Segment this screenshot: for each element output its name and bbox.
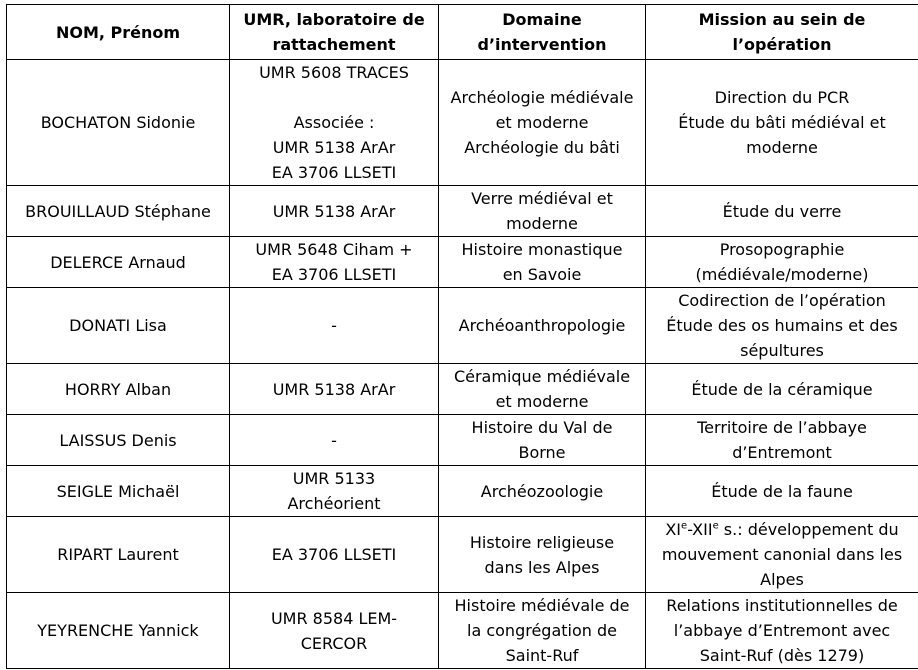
cell-mission: Prosopographie (médiévale/moderne)	[646, 237, 918, 288]
cell-domain: Verre médiéval et moderne	[439, 186, 646, 237]
table-row	[7, 593, 918, 669]
cell-name: LAISSUS Denis	[7, 415, 230, 466]
cell-name: RIPART Laurent	[7, 517, 230, 593]
table-row	[7, 415, 918, 466]
cell-mission: Étude du verre	[646, 186, 918, 237]
cell-name: DONATI Lisa	[7, 288, 230, 364]
table-row	[7, 60, 918, 186]
header-name: NOM, Prénom	[7, 5, 230, 60]
cell-lab: UMR 5133 Archéorient	[230, 466, 439, 517]
cell-lab: UMR 5138 ArAr	[230, 364, 439, 415]
cell-mission: Étude de la faune	[646, 466, 918, 517]
cell-lab: -	[230, 415, 439, 466]
cell-domain: Histoire médiévale de la congrégation de Saint-Ruf	[439, 593, 646, 669]
century-xi: XI	[665, 520, 682, 539]
cell-domain: Histoire monastique en Savoie	[439, 237, 646, 288]
cell-domain: Céramique médiévale et moderne	[439, 364, 646, 415]
cell-domain: Histoire du Val de Borne	[439, 415, 646, 466]
cell-domain: Archéoanthropologie	[439, 288, 646, 364]
cell-mission	[646, 517, 918, 593]
cell-name: DELERCE Arnaud	[7, 237, 230, 288]
mission-text: s.: développement du mouvement canonial dans les Alpes	[661, 520, 903, 589]
table-row	[7, 186, 918, 237]
cell-mission: Direction du PCR Étude du bâti médiéval et moderne	[646, 60, 918, 186]
cell-lab: EA 3706 LLSETI	[230, 517, 439, 593]
header-lab: UMR, laboratoire de rattachement	[230, 5, 439, 60]
personnel-table	[6, 4, 918, 669]
century-xii: -XII	[687, 520, 713, 539]
cell-mission: Territoire de l’abbaye d’Entremont	[646, 415, 918, 466]
header-mission: Mission au sein de l’opération	[646, 5, 918, 60]
table-row	[7, 288, 918, 364]
superscript-e: e	[681, 520, 688, 532]
cell-lab: UMR 5138 ArAr	[230, 186, 439, 237]
table-row	[7, 237, 918, 288]
header-row	[7, 5, 918, 60]
superscript-e: e	[712, 520, 719, 532]
cell-name: SEIGLE Michaël	[7, 466, 230, 517]
table-row	[7, 517, 918, 593]
cell-mission: Codirection de l’opération Étude des os humains et des sépultures	[646, 288, 918, 364]
header-domain: Domaine d’intervention	[439, 5, 646, 60]
table-row	[7, 364, 918, 415]
cell-name: BROUILLAUD Stéphane	[7, 186, 230, 237]
cell-lab: UMR 8584 LEM- CERCOR	[230, 593, 439, 669]
cell-domain: Archéozoologie	[439, 466, 646, 517]
cell-lab: -	[230, 288, 439, 364]
cell-name: HORRY Alban	[7, 364, 230, 415]
cell-domain: Histoire religieuse dans les Alpes	[439, 517, 646, 593]
table-row	[7, 466, 918, 517]
cell-mission: Relations institutionnelles de l’abbaye d’Entremont avec Saint-Ruf (dès 1279)	[646, 593, 918, 669]
cell-lab: UMR 5608 TRACES Associée : UMR 5138 ArAr EA 3706 LLSETI	[230, 60, 439, 186]
cell-lab: UMR 5648 Ciham + EA 3706 LLSETI	[230, 237, 439, 288]
cell-name: BOCHATON Sidonie	[7, 60, 230, 186]
cell-mission: Étude de la céramique	[646, 364, 918, 415]
cell-name: YEYRENCHE Yannick	[7, 593, 230, 669]
cell-domain: Archéologie médiévale et moderne Archéologie du bâti	[439, 60, 646, 186]
